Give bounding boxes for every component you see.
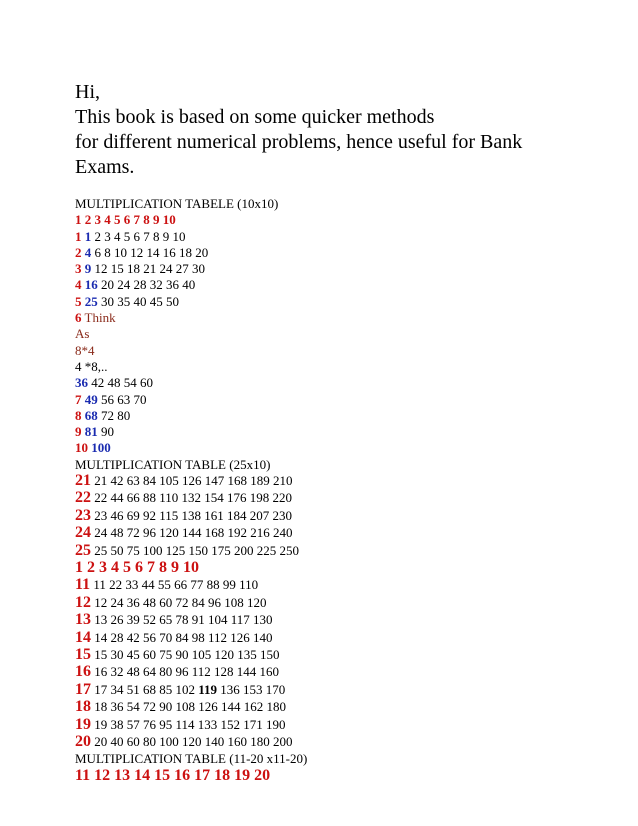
row-number: 4	[75, 277, 82, 293]
row-values: 18 36 54 72 90 108 126 144 162 180	[91, 699, 286, 715]
square-value: 49	[84, 391, 98, 407]
row-values: 6 8 10 12 14 16 18 20	[91, 244, 209, 260]
table-row	[75, 664, 307, 681]
row-values: 42 48 54 60	[88, 375, 153, 391]
row-values: 13 26 39 52 65 78 91 104 117 130	[91, 612, 273, 628]
table-row	[75, 310, 307, 326]
row-number: 20	[75, 732, 91, 750]
row-number: 21	[75, 472, 91, 490]
row-number: 3	[75, 261, 82, 277]
square-value: 36	[75, 375, 88, 391]
row-number: 14	[75, 628, 91, 646]
table-row	[75, 294, 307, 310]
row-number: 18	[75, 698, 91, 716]
row-values: 14 28 42 56 70 84 98 112 126 140	[91, 629, 273, 645]
table-row	[75, 577, 307, 594]
section-heading: MULTIPLICATION TABLE (11-20 x11-20)	[75, 751, 308, 767]
table-row	[75, 682, 307, 699]
table-row	[75, 647, 307, 664]
table-row	[75, 595, 307, 612]
table-row	[75, 245, 307, 261]
table-row	[75, 424, 307, 440]
row-number: 15	[75, 645, 91, 663]
table-row	[75, 717, 307, 734]
table-row	[75, 392, 307, 408]
square-value: 9	[84, 261, 92, 277]
row-values: 11 22 33 44 55 66 77 88 99 110	[90, 577, 259, 593]
greeting: Hi,	[75, 81, 100, 103]
section-heading: MULTIPLICATION TABELE (10x10)	[75, 196, 279, 211]
table-row	[75, 630, 307, 647]
table-row	[75, 699, 307, 716]
square-value: 4	[84, 244, 92, 260]
row-number: 23	[75, 506, 91, 524]
section-heading: MULTIPLICATION TABLE (25x10)	[75, 456, 271, 472]
note-line: 4 *8,..	[75, 358, 108, 374]
think-note: Think	[84, 310, 116, 326]
note-line: 8*4	[75, 342, 95, 358]
row-values: 20 40 60 80 100 120 140 160 180 200	[91, 733, 293, 749]
table-row	[75, 508, 307, 525]
table-row	[75, 277, 307, 293]
table-row	[75, 440, 307, 456]
row-number: 13	[75, 611, 91, 629]
row-values: 12 15 18 21 24 27 30	[91, 261, 205, 277]
square-value: 68	[84, 407, 98, 423]
row-number: 22	[75, 489, 91, 507]
row-number: 9	[75, 424, 82, 440]
row-values: 24 48 72 96 120 144 168 192 216 240	[91, 525, 293, 541]
row-values: 23 46 69 92 115 138 161 184 207 230	[91, 507, 293, 523]
table-row	[75, 543, 307, 560]
row-values: 2 3 4 5 6 7 8 9 10	[91, 228, 186, 244]
row-number: 7	[75, 391, 82, 407]
table-row	[75, 473, 307, 490]
intro-line: for different numerical problems, hence useful for Bank	[75, 131, 523, 153]
table-row	[75, 490, 307, 507]
intro-block	[75, 80, 522, 180]
square-value: 81	[84, 424, 98, 440]
row-values: 25 50 75 100 125 150 175 200 225 250	[91, 542, 299, 558]
square-value: 16	[84, 277, 98, 293]
row-number: 10	[75, 440, 88, 456]
row-number: 1	[75, 228, 82, 244]
row-values: 72 80	[97, 407, 131, 423]
row-values: 56 63 70	[97, 391, 147, 407]
row-number: 5	[75, 293, 82, 309]
row-number: 19	[75, 715, 91, 733]
table-header-row: 1 2 3 4 5 6 7 8 9 10	[75, 212, 176, 228]
row-values: 16 32 48 64 80 96 112 128 144 160	[91, 664, 280, 680]
row-number: 12	[75, 593, 91, 611]
row-values: 19 38 57 76 95 114 133 152 171 190	[91, 716, 286, 732]
row-values: 21 42 63 84 105 126 147 168 189 210	[91, 473, 293, 489]
note-line: As	[75, 326, 90, 342]
row-number: 8	[75, 407, 82, 423]
intro-line: This book is based on some quicker methods	[75, 106, 435, 128]
table-header-row: 11 12 13 14 15 16 17 18 19 20	[75, 766, 271, 784]
row-values: 15 30 45 60 75 90 105 120 135 150	[91, 646, 280, 662]
table-row	[75, 408, 307, 424]
row-number: 25	[75, 541, 91, 559]
row-values: 90	[97, 424, 114, 440]
tables-block	[75, 196, 307, 785]
row-values: 136 153 170	[217, 681, 286, 697]
row-number: 2	[75, 244, 82, 260]
square-value: 25	[84, 293, 98, 309]
row-number: 16	[75, 663, 91, 681]
table-row	[75, 261, 307, 277]
table-row	[75, 734, 307, 751]
table-row	[75, 229, 307, 245]
row-values: 22 44 66 88 110 132 154 176 198 220	[91, 490, 293, 506]
square-value: 1	[84, 228, 92, 244]
row-number: 24	[75, 524, 91, 542]
table-header-row: 1 2 3 4 5 6 7 8 9 10	[75, 559, 199, 576]
table-row	[75, 612, 307, 629]
intro-line: Exams.	[75, 156, 135, 178]
row-number: 6	[75, 310, 82, 326]
row-values: 30 35 40 45 50	[97, 293, 179, 309]
row-values: 20 24 28 32 36 40	[97, 277, 196, 293]
row-values: 17 34 51 68 85 102	[91, 681, 199, 697]
table-row	[75, 375, 307, 391]
row-number: 17	[75, 680, 91, 698]
table-row	[75, 525, 307, 542]
highlighted-value: 119	[198, 681, 218, 697]
row-values: 12 24 36 48 60 72 84 96 108 120	[91, 594, 267, 610]
square-value: 100	[91, 440, 111, 456]
row-number: 11	[75, 576, 91, 594]
